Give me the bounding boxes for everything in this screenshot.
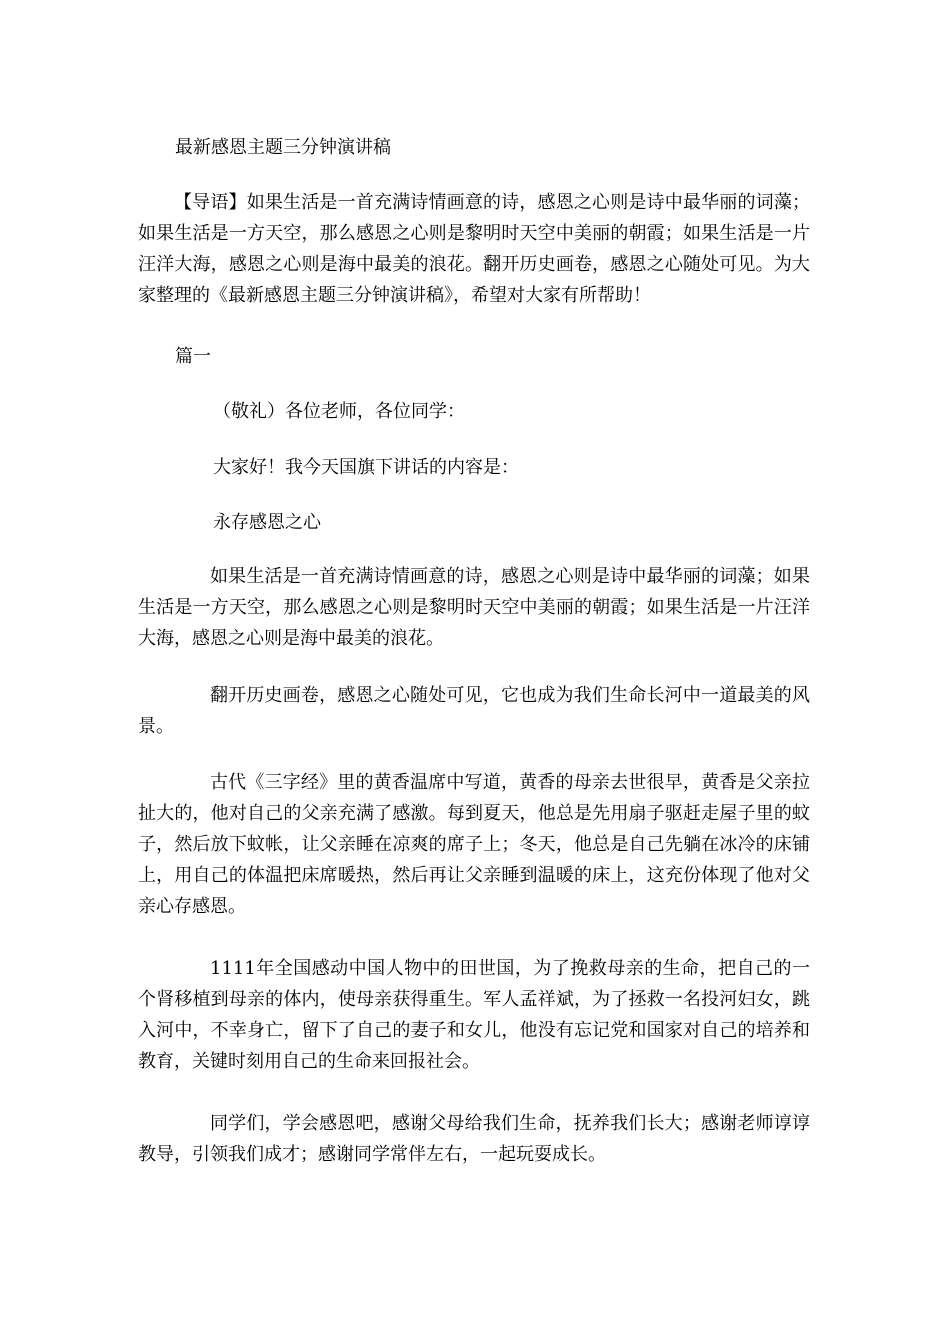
body-paragraph: 1111年全国感动中国人物中的田世国，为了挽救母亲的生命，把自己的一个肾移植到母亲的体内，使母亲获得重生。军人孟祥斌，为了拯救一名投河妇女，跳入河中，不幸身亡，留下了自己的妻子和女儿，他没有忘记党和国家对自己的培养和教育，关键时刻用自己的生命来回报社会。 — [138, 958, 810, 1072]
document-title: 最新感恩主题三分钟演讲稿 — [175, 137, 391, 158]
speech-title: 永存感恩之心 — [213, 512, 321, 533]
greeting: 大家好！我今天国旗下讲话的内容是： — [213, 457, 519, 478]
intro-paragraph: 【导语】如果生活是一首充满诗情画意的诗，感恩之心则是诗中最华丽的词藻；如果生活是一方天空，那么感恩之心则是黎明时天空中美丽的朝霞；如果生活是一片汪洋大海，感恩之心则是海中最美的浪花。翻开历史画卷，感恩之心随处可见。为大家整理的《最新感恩主题三分钟演讲稿》，希望对大家有所帮助！ — [138, 192, 810, 306]
body-paragraph: 如果生活是一首充满诗情画意的诗，感恩之心则是诗中最华丽的词藻；如果生活是一方天空，那么感恩之心则是黎明时天空中美丽的朝霞；如果生活是一片汪洋大海，感恩之心则是海中最美的浪花。 — [138, 566, 810, 649]
salutation: （敬礼）各位老师，各位同学： — [213, 401, 465, 422]
body-paragraph: 同学们，学会感恩吧，感谢父母给我们生命，抚养我们长大；感谢老师谆谆教导，引领我们成才；感谢同学常伴左右，一起玩耍成长。 — [138, 1113, 810, 1165]
body-paragraph: 古代《三字经》里的黄香温席中写道，黄香的母亲去世很早，黄香是父亲拉扯大的，他对自己的父亲充满了感激。每到夏天，他总是先用扇子驱赶走屋子里的蚊子，然后放下蚊帐，让父亲睡在凉爽的席子上；冬天，他总是自己先躺在冰冷的床铺上，用自己的体温把床席暖热，然后再让父亲睡到温暖的床上，这充份体现了他对父亲心存感恩。 — [138, 772, 810, 917]
body-paragraph: 翻开历史画卷，感恩之心随处可见，它也成为我们生命长河中一道最美的风景。 — [138, 685, 810, 737]
section-label: 篇一 — [175, 346, 211, 367]
